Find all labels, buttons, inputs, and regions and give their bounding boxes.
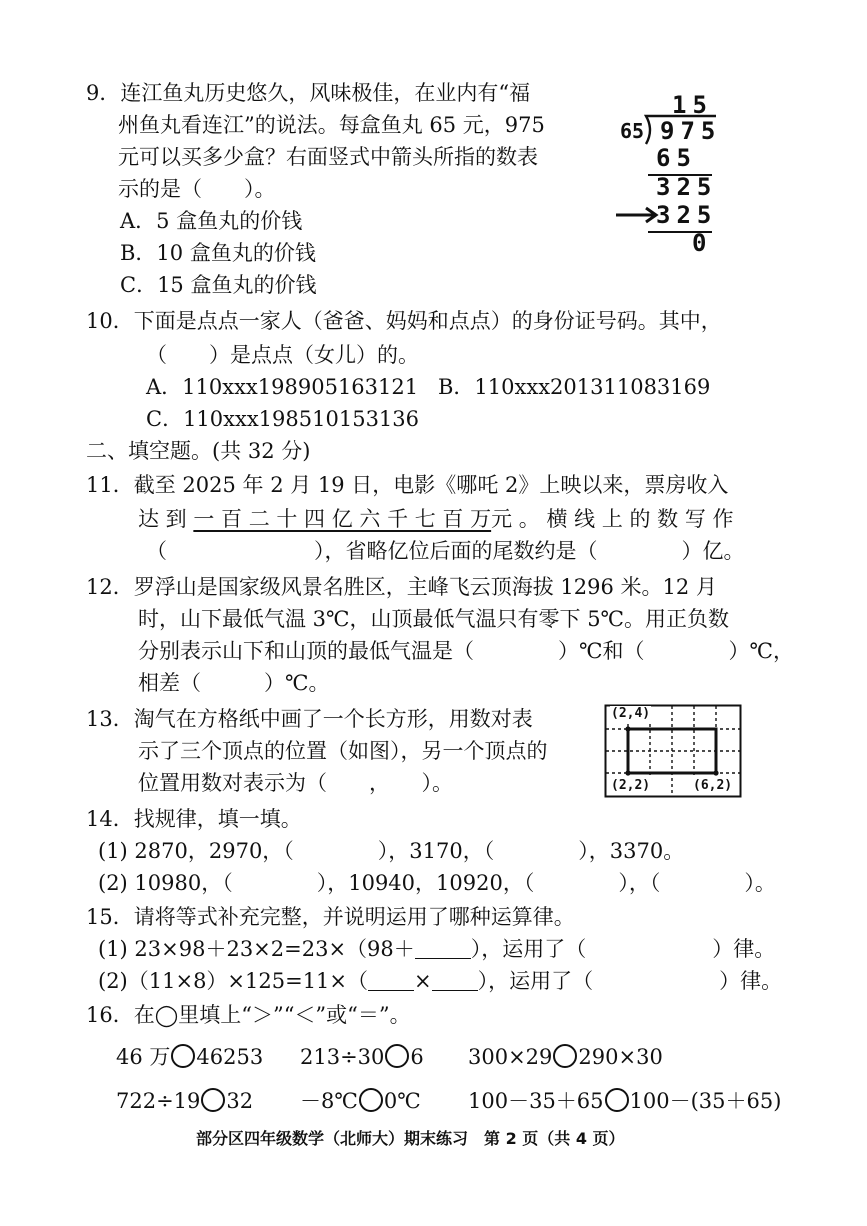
- q12-line2: 时，山下最低气温 3℃，山顶最低气温只有零下 5℃。用正负数: [138, 607, 730, 631]
- arrow-icon: [614, 204, 660, 226]
- q10-option-a: A．110xxx198905163121: [146, 375, 419, 399]
- q11-line2: [138, 504, 734, 534]
- division-quotient: 15: [672, 91, 713, 119]
- q12-line3: 分别表示山下和山顶的最低气温是（ ）℃和（ ）℃，: [138, 639, 794, 663]
- compare-left: 213÷30: [300, 1045, 385, 1069]
- compare-item: [468, 1042, 663, 1072]
- q9-option-c: C．15 盒鱼丸的价钱: [120, 273, 317, 297]
- compare-left: －8℃: [300, 1089, 358, 1113]
- compare-circle[interactable]: [359, 1088, 383, 1112]
- q9-line1: 9．连江鱼丸历史悠久，风味极佳，在业内有“福: [86, 81, 531, 105]
- compare-right: 0℃: [383, 1089, 421, 1113]
- q15-line1-text: (1) 23×98＋23×2=23×（98＋: [98, 937, 415, 961]
- compare-left: 300×29: [468, 1045, 553, 1069]
- compare-item: [300, 1086, 421, 1116]
- q13-line2: 示了三个顶点的位置（如图），另一个顶点的: [138, 739, 548, 763]
- q9-line3: 元可以买多少盒？右面竖式中箭头所指的数表: [118, 145, 538, 169]
- compare-right: 32: [226, 1089, 254, 1113]
- q15-line2: [98, 966, 782, 996]
- q15-line1-end: ），运用了（ ）律。: [470, 937, 776, 961]
- division-step3: 325: [656, 201, 718, 229]
- q15-line2-end: ），运用了（ ）律。: [477, 969, 783, 993]
- compare-item: [116, 1086, 253, 1116]
- q11-line2-suffix: 元 。 横 线 上 的 数 写 作: [491, 507, 734, 531]
- grid-label-6-2: (6,2): [693, 778, 733, 793]
- q13-line3: 位置用数对表示为（ ， ）。: [138, 771, 453, 795]
- compare-right: 46253: [196, 1045, 264, 1069]
- q14-title: 14．找规律，填一填。: [86, 807, 302, 831]
- q11-underlined-number: 一 百 二 十 四 亿 六 千 七 百 万: [193, 507, 492, 531]
- q12-line4: 相差（ ）℃。: [138, 671, 330, 695]
- division-step2: 325: [656, 173, 718, 201]
- compare-left: 100－35＋65: [468, 1089, 604, 1113]
- q15-times-sign: ×: [414, 969, 432, 993]
- q10-line1: 10．下面是点点一家人（爸爸、妈妈和点点）的身份证号码。其中，: [86, 309, 722, 333]
- compare-right: 290×30: [578, 1045, 663, 1069]
- q11-line2-prefix: 达 到: [138, 507, 194, 531]
- q14-line2: (2) 10980，（ ），10940，10920，（ ），（ ）。: [98, 871, 776, 895]
- q15-line1: [98, 934, 775, 964]
- q10-option-c: C．110xxx198510153136: [146, 407, 420, 431]
- compare-left: 46 万: [116, 1045, 171, 1069]
- q10-option-b: B．110xxx201311083169: [438, 375, 711, 399]
- q9-option-b: B．10 盒鱼丸的价钱: [120, 241, 316, 265]
- compare-item: [116, 1042, 263, 1072]
- division-divisor: 65: [620, 119, 645, 143]
- q9-option-a: A．5 盒鱼丸的价钱: [120, 209, 303, 233]
- grid-label-2-2: (2,2): [611, 778, 651, 793]
- q10-line2: （ ）是点点（女儿）的。: [146, 343, 419, 367]
- compare-circle[interactable]: [385, 1044, 409, 1068]
- compare-circle[interactable]: [553, 1044, 577, 1068]
- q15-blank-3[interactable]: [432, 970, 478, 991]
- q9-line4: 示的是（ ）。: [118, 177, 276, 201]
- compare-circle[interactable]: [605, 1088, 629, 1112]
- compare-item: [468, 1086, 781, 1116]
- division-step1: 65: [656, 144, 697, 172]
- grid-label-2-4: (2,4): [611, 706, 651, 721]
- q11-line1: 11．截至 2025 年 2 月 19 日，电影《哪吒 2》上映以来，票房收入: [86, 473, 729, 497]
- q9-line2: 州鱼丸看连江”的说法。每盒鱼丸 65 元，975: [118, 113, 545, 137]
- compare-item: [300, 1042, 424, 1072]
- page-footer: 部分区四年级数学（北师大）期末练习 第 2 页（共 4 页）: [196, 1129, 625, 1148]
- q15-line2-text: (2)（11×8）×125=11×（: [98, 969, 369, 993]
- q15-blank-2[interactable]: [368, 970, 414, 991]
- compare-left: 722÷19: [116, 1089, 201, 1113]
- division-remainder: 0: [692, 229, 707, 257]
- q11-line3: （ ），省略亿位后面的尾数约是（ ）亿。: [146, 539, 745, 563]
- section-title: 二、填空题。(共 32 分): [86, 439, 311, 463]
- division-dividend: 975: [660, 117, 722, 145]
- compare-right: 100－(35＋65): [629, 1089, 782, 1113]
- compare-right: 6: [410, 1045, 424, 1069]
- compare-circle[interactable]: [171, 1044, 195, 1068]
- q15-title: 15．请将等式补充完整，并说明运用了哪种运算律。: [86, 905, 575, 929]
- q15-blank-1[interactable]: [415, 938, 471, 959]
- q16-title: 16．在◯里填上“＞”“＜”或“＝”。: [86, 1003, 411, 1027]
- compare-circle[interactable]: [201, 1088, 225, 1112]
- q12-line1: 12．罗浮山是国家级风景名胜区，主峰飞云顶海拔 1296 米。12 月: [86, 575, 717, 599]
- q13-line1: 13．淘气在方格纸中画了一个长方形，用数对表: [86, 707, 533, 731]
- q14-line1: (1) 2870，2970，（ ），3170，（ ），3370。: [98, 839, 685, 863]
